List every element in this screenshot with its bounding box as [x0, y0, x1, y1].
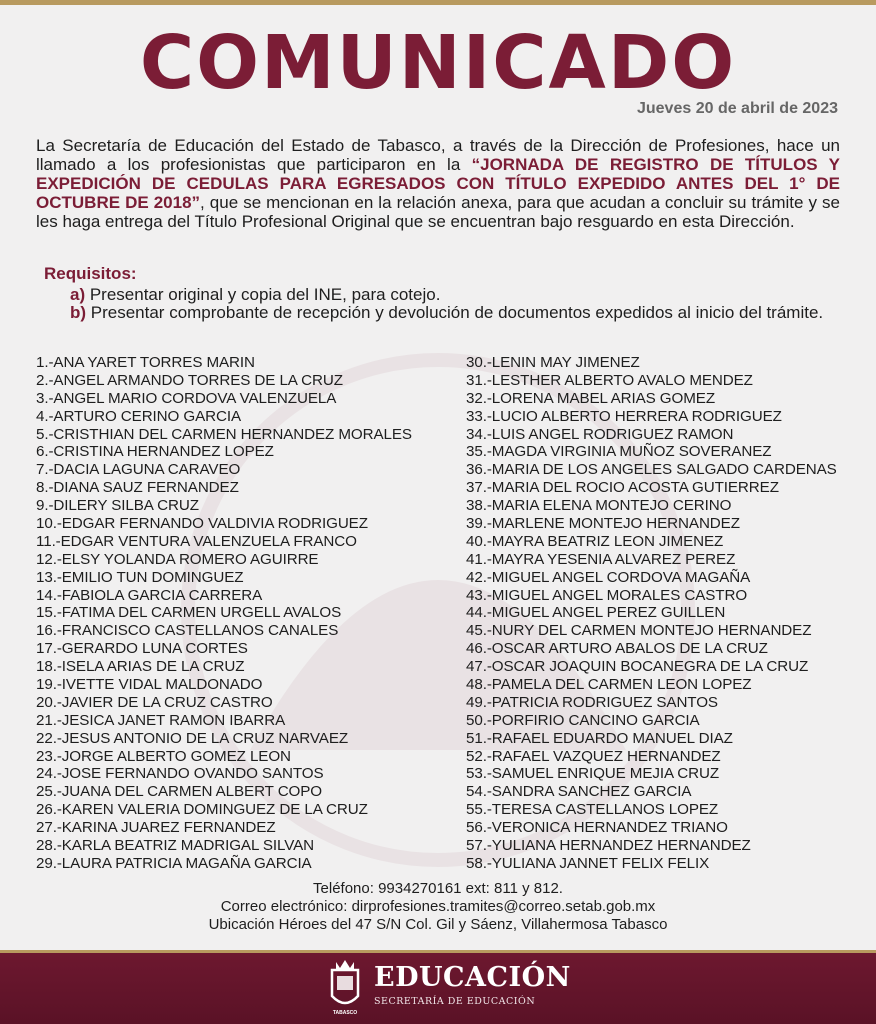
list-item: 5.-CRISTHIAN DEL CARMEN HERNANDEZ MORALES	[36, 425, 412, 443]
requirement-letter: b)	[70, 303, 87, 322]
list-item: 44.-MIGUEL ANGEL PEREZ GUILLEN	[466, 604, 726, 622]
list-item: 17.-GERARDO LUNA CORTES	[36, 640, 248, 658]
list-item: 31.-LESTHER ALBERTO AVALO MENDEZ	[466, 371, 753, 389]
list-item: 51.-RAFAEL EDUARDO MANUEL DIAZ	[466, 729, 733, 747]
list-item: 11.-EDGAR VENTURA VALENZUELA FRANCO	[36, 532, 357, 550]
list-item: 14.-FABIOLA GARCIA CARRERA	[36, 586, 263, 604]
requirement-item	[70, 286, 840, 304]
list-item: 40.-MAYRA BEATRIZ LEON JIMENEZ	[466, 532, 724, 550]
list-item: 28.-KARLA BEATRIZ MADRIGAL SILVAN	[36, 837, 315, 855]
list-item: 35.-MAGDA VIRGINIA MUÑOZ SOVERANEZ	[466, 443, 772, 461]
page-title: COMUNICADO	[139, 20, 737, 106]
top-gold-bar	[0, 0, 876, 5]
list-item: 45.-NURY DEL CARMEN MONTEJO HERNANDEZ	[466, 622, 812, 640]
requirement-text: Presentar comprobante de recepción y devolución de documentos expedidos al inicio del trámite.	[86, 303, 824, 322]
list-item: 3.-ANGEL MARIO CORDOVA VALENZUELA	[36, 389, 337, 407]
education-logo-subtitle: SECRETARÍA DE EDUCACIÓN	[374, 996, 536, 1007]
list-item: 4.-ARTURO CERINO GARCIA	[36, 407, 242, 425]
list-item: 9.-DILERY SILBA CRUZ	[36, 497, 199, 515]
list-item: 42.-MIGUEL ANGEL CORDOVA MAGAÑA	[466, 568, 751, 586]
names-list-right	[466, 354, 846, 873]
requirements-list	[70, 286, 840, 322]
event-name: “JORNADA DE REGISTRO DE TÍTULOS Y EXPEDICIÓN DE CEDULAS PARA EGRESADOS CON TÍTULO EXPEDIDO ANTES DEL 1° DE OCTUBRE DE 2018”	[36, 155, 840, 212]
contact-phone: Teléfono: 9934270161 ext: 811 y 812.	[313, 880, 563, 897]
list-item: 29.-LAURA PATRICIA MAGAÑA GARCIA	[36, 854, 312, 872]
list-item: 15.-FATIMA DEL CARMEN URGELL AVALOS	[36, 604, 342, 622]
list-item: 16.-FRANCISCO CASTELLANOS CANALES	[36, 622, 339, 640]
list-item: 36.-MARIA DE LOS ANGELES SALGADO CARDENAS	[466, 461, 837, 479]
contact-email: Correo electrónico: dirprofesiones.tramites@correo.setab.gob.mx	[220, 898, 656, 915]
contact-info	[0, 880, 876, 934]
list-item: 12.-ELSY YOLANDA ROMERO AGUIRRE	[36, 550, 319, 568]
list-item: 54.-SANDRA SANCHEZ GARCIA	[466, 783, 692, 801]
list-item: 49.-PATRICIA RODRIGUEZ SANTOS	[466, 693, 718, 711]
list-item: 33.-LUCIO ALBERTO HERRERA RODRIGUEZ	[466, 407, 782, 425]
list-item: 13.-EMILIO TUN DOMINGUEZ	[36, 568, 244, 586]
intro-text-1: La Secretaría de Educación del Estado de Tabasco, a través de la Dirección de Profesiones, hace un llamado a los profesionistas que participaron en la	[36, 136, 840, 174]
list-item: 25.-JUANA DEL CARMEN ALBERT COPO	[36, 783, 323, 801]
list-item: 41.-MAYRA YESENIA ALVAREZ PEREZ	[466, 550, 736, 568]
seal-label: TABASCO	[332, 1010, 358, 1016]
list-item: 38.-MARIA ELENA MONTEJO CERINO	[466, 497, 732, 515]
list-item: 56.-VERONICA HERNANDEZ TRIANO	[466, 819, 728, 837]
list-item: 21.-JESICA JANET RAMON IBARRA	[36, 711, 286, 729]
list-item: 23.-JORGE ALBERTO GOMEZ LEON	[36, 747, 291, 765]
list-item: 30.-LENIN MAY JIMENEZ	[466, 354, 640, 371]
list-item: 57.-YULIANA HERNANDEZ HERNANDEZ	[466, 837, 751, 855]
list-item: 32.-LORENA MABEL ARIAS GOMEZ	[466, 389, 715, 407]
list-item: 58.-YULIANA JANNET FELIX FELIX	[466, 854, 710, 872]
requirement-letter: a)	[70, 285, 86, 304]
intro-text-2: , que se mencionan en la relación anexa, para que acudan a concluir su trámite y se les haga entrega del Título Profesional Original que se encuentran bajo resguardo en esta Dirección.	[36, 193, 840, 231]
list-item: 2.-ANGEL ARMANDO TORRES DE LA CRUZ	[36, 371, 343, 389]
list-item: 20.-JAVIER DE LA CRUZ CASTRO	[36, 693, 273, 711]
list-item: 50.-PORFIRIO CANCINO GARCIA	[466, 711, 700, 729]
list-item: 46.-OSCAR ARTURO ABALOS DE LA CRUZ	[466, 640, 768, 658]
list-item: 1.-ANA YARET TORRES MARIN	[36, 354, 255, 371]
names-list-left	[36, 354, 446, 873]
list-item: 10.-EDGAR FERNANDO VALDIVIA RODRIGUEZ	[36, 515, 368, 533]
list-item: 48.-PAMELA DEL CARMEN LEON LOPEZ	[466, 676, 752, 694]
list-item: 34.-LUIS ANGEL RODRIGUEZ RAMON	[466, 425, 734, 443]
list-item: 26.-KAREN VALERIA DOMINGUEZ DE LA CRUZ	[36, 801, 368, 819]
requirement-item	[70, 304, 840, 322]
footer-gold-line	[0, 950, 876, 953]
list-item: 6.-CRISTINA HERNANDEZ LOPEZ	[36, 443, 274, 461]
list-item: 19.-IVETTE VIDAL MALDONADO	[36, 676, 263, 694]
list-item: 53.-SAMUEL ENRIQUE MEJIA CRUZ	[466, 765, 720, 783]
intro-paragraph	[36, 136, 840, 231]
list-item: 18.-ISELA ARIAS DE LA CRUZ	[36, 658, 245, 676]
list-item: 39.-MARLENE MONTEJO HERNANDEZ	[466, 515, 740, 533]
list-item: 7.-DACIA LAGUNA CARAVEO	[36, 461, 241, 479]
list-item: 8.-DIANA SAUZ FERNANDEZ	[36, 479, 239, 497]
list-item: 22.-JESUS ANTONIO DE LA CRUZ NARVAEZ	[36, 729, 349, 747]
list-item: 55.-TERESA CASTELLANOS LOPEZ	[466, 801, 719, 819]
list-item: 43.-MIGUEL ANGEL MORALES CASTRO	[466, 586, 748, 604]
list-item: 37.-MARIA DEL ROCIO ACOSTA GUTIERREZ	[466, 479, 779, 497]
requirements-title: Requisitos:	[44, 264, 137, 283]
list-item: 27.-KARINA JUAREZ FERNANDEZ	[36, 819, 276, 837]
list-item: 47.-OSCAR JOAQUIN BOCANEGRA DE LA CRUZ	[466, 658, 809, 676]
list-item: 24.-JOSE FERNANDO OVANDO SANTOS	[36, 765, 324, 783]
requirement-text: Presentar original y copia del INE, para cotejo.	[85, 285, 441, 304]
contact-location: Ubicación Héroes del 47 S/N Col. Gil y Sáenz, Villahermosa Tabasco	[208, 916, 668, 933]
date: Jueves 20 de abril de 2023	[636, 100, 838, 117]
list-item: 52.-RAFAEL VAZQUEZ HERNANDEZ	[466, 747, 721, 765]
education-logo-text: EDUCACIÓN	[374, 962, 571, 993]
